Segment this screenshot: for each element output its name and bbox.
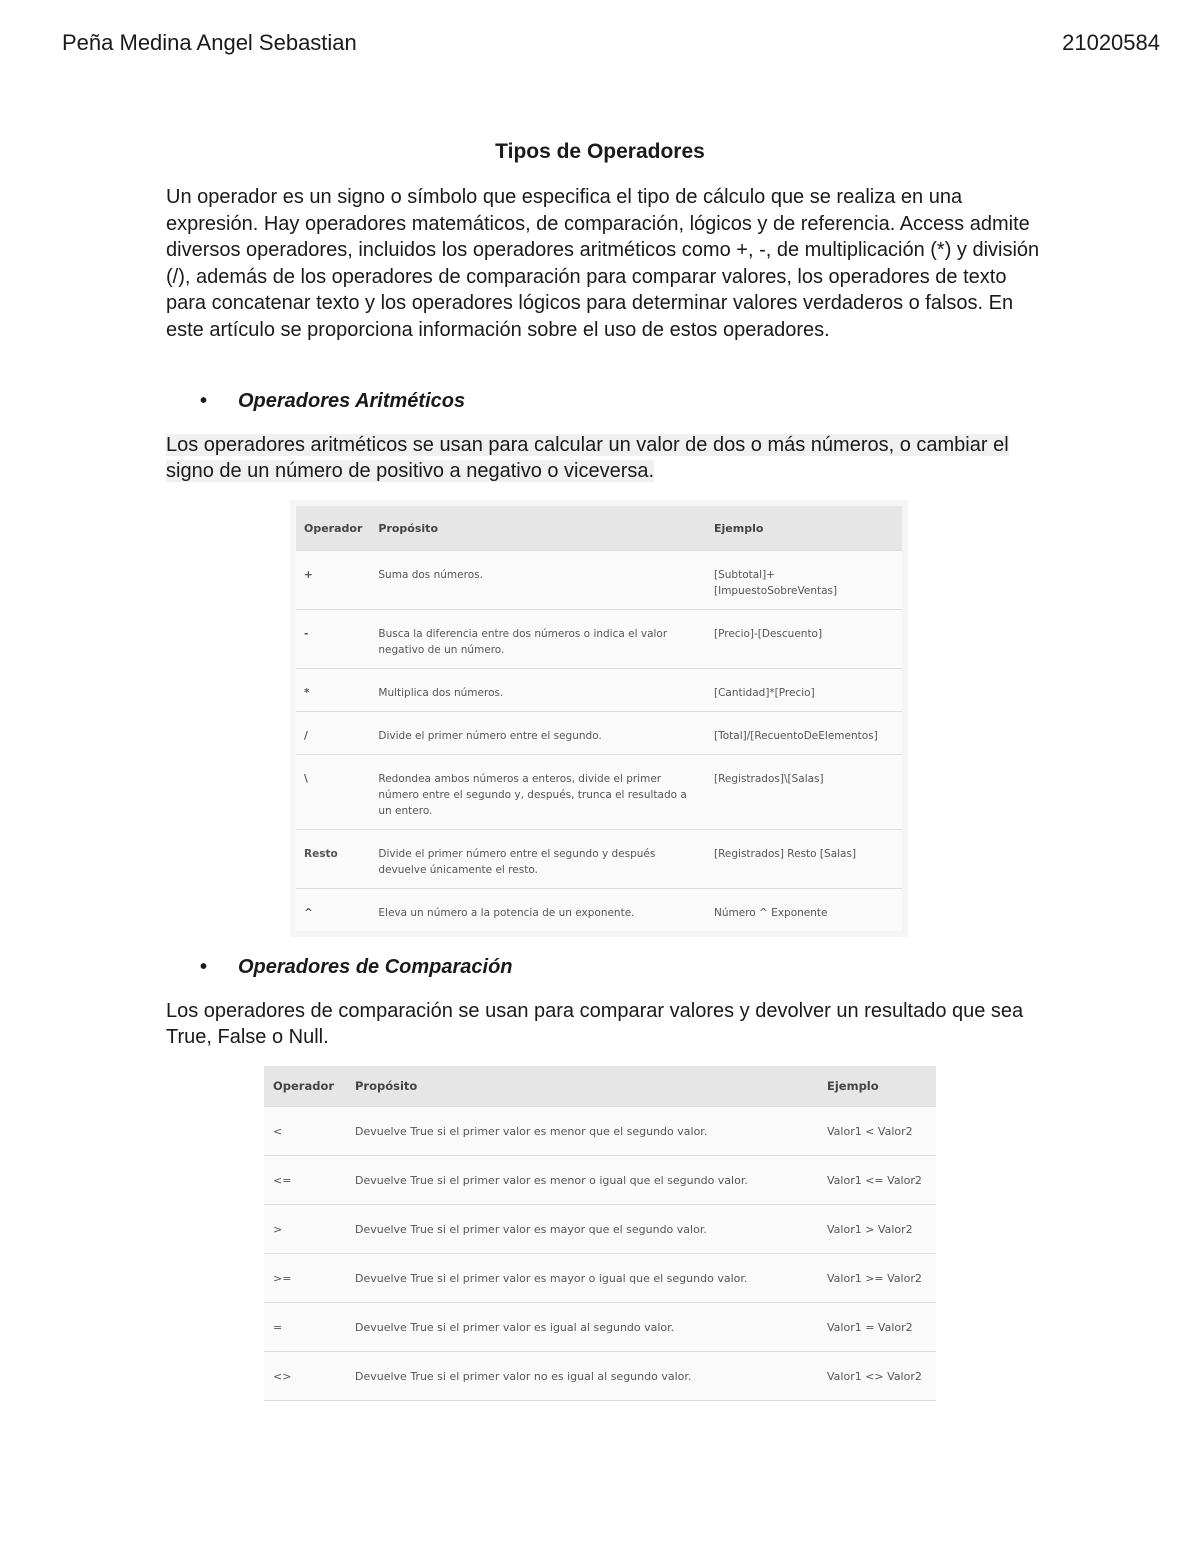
example-cell: Valor1 <= Valor2	[818, 1156, 936, 1205]
table-row	[264, 1303, 936, 1352]
table-header-row	[264, 1066, 936, 1107]
purpose-cell: Devuelve True si el primer valor no es igual al segundo valor.	[346, 1352, 818, 1401]
purpose-cell: Redondea ambos números a enteros, divide el primer número entre el segundo y, después, trunca el resultado a un entero.	[370, 755, 706, 830]
column-header-example: Ejemplo	[818, 1066, 936, 1107]
comparison-heading-text: Operadores de Comparación	[238, 956, 513, 978]
operator-cell: <>	[264, 1352, 346, 1401]
bullet-icon: •	[200, 956, 208, 978]
example-cell: [Registrados]\[Salas]	[706, 755, 905, 830]
table-row	[264, 1352, 936, 1401]
purpose-cell: Divide el primer número entre el segundo y después devuelve únicamente el resto.	[370, 830, 706, 889]
author-name: Peña Medina Angel Sebastian	[62, 30, 357, 55]
operator-cell: *	[293, 669, 370, 712]
intro-paragraph: Un operador es un signo o símbolo que especifica el tipo de cálculo que se realiza en una expresión. Hay operadores matemáticos, de comparación, lógicos y de referencia. Access admite diversos operadores, incluidos los operadores aritméticos como +, -, de multiplicación (*) y división (/), además de los operadores de comparación para comparar valores, los operadores de texto para concatenar texto y los operadores lógicos para determinar valores verdaderos o falsos. En este artículo se proporciona información sobre el uso de estos operadores.	[166, 186, 1040, 341]
column-header-purpose: Propósito	[346, 1066, 818, 1107]
purpose-cell: Devuelve True si el primer valor es igual al segundo valor.	[346, 1303, 818, 1352]
column-header-purpose: Propósito	[370, 503, 706, 551]
table-row	[264, 1107, 936, 1156]
table-row	[293, 889, 905, 935]
purpose-cell: Devuelve True si el primer valor es mayor o igual que el segundo valor.	[346, 1254, 818, 1303]
operator-cell: Resto	[293, 830, 370, 889]
purpose-cell: Divide el primer número entre el segundo.	[370, 712, 706, 755]
arithmetic-heading	[200, 390, 465, 413]
example-cell: Valor1 >= Valor2	[818, 1254, 936, 1303]
operator-cell: /	[293, 712, 370, 755]
page-title: Tipos de Operadores	[495, 140, 705, 163]
operator-cell: =	[264, 1303, 346, 1352]
table-row	[293, 755, 905, 830]
bullet-icon: •	[200, 390, 208, 412]
student-id: 21020584	[1062, 30, 1160, 55]
arithmetic-description	[166, 432, 1046, 484]
table-row	[264, 1156, 936, 1205]
example-cell: [Precio]-[Descuento]	[706, 610, 905, 669]
operator-cell: +	[293, 551, 370, 610]
table-row	[293, 610, 905, 669]
purpose-cell: Devuelve True si el primer valor es menor o igual que el segundo valor.	[346, 1156, 818, 1205]
purpose-cell: Suma dos números.	[370, 551, 706, 610]
table-header-row	[293, 503, 905, 551]
comparison-description: Los operadores de comparación se usan para comparar valores y devolver un resultado que sea True, False o Null.	[166, 1000, 1024, 1048]
table-row	[264, 1205, 936, 1254]
purpose-cell: Devuelve True si el primer valor es menor que el segundo valor.	[346, 1107, 818, 1156]
example-cell: [Registrados] Resto [Salas]	[706, 830, 905, 889]
table-row	[293, 712, 905, 755]
example-cell: Valor1 <> Valor2	[818, 1352, 936, 1401]
comparison-operators-table	[264, 1066, 936, 1401]
purpose-cell: Devuelve True si el primer valor es mayor que el segundo valor.	[346, 1205, 818, 1254]
operator-cell: -	[293, 610, 370, 669]
column-header-operator: Operador	[264, 1066, 346, 1107]
example-cell: Valor1 > Valor2	[818, 1205, 936, 1254]
example-cell: Número ^ Exponente	[706, 889, 905, 935]
table-row	[293, 669, 905, 712]
column-header-operator: Operador	[293, 503, 370, 551]
operator-cell: <	[264, 1107, 346, 1156]
arithmetic-description-text: Los operadores aritméticos se usan para calcular un valor de dos o más números, o cambiar el signo de un número de positivo a negativo o viceversa.	[166, 434, 1009, 482]
purpose-cell: Multiplica dos números.	[370, 669, 706, 712]
operator-cell: >	[264, 1205, 346, 1254]
table-row	[264, 1254, 936, 1303]
table-row	[293, 551, 905, 610]
operator-cell: >=	[264, 1254, 346, 1303]
purpose-cell: Eleva un número a la potencia de un exponente.	[370, 889, 706, 935]
arithmetic-heading-text: Operadores Aritméticos	[238, 390, 466, 412]
example-cell: Valor1 < Valor2	[818, 1107, 936, 1156]
operator-cell: \	[293, 755, 370, 830]
column-header-example: Ejemplo	[706, 503, 905, 551]
example-cell: [Total]/[RecuentoDeElementos]	[706, 712, 905, 755]
example-cell: [Subtotal]+[ImpuestoSobreVentas]	[706, 551, 905, 610]
arithmetic-operators-table	[290, 500, 908, 937]
comparison-heading	[200, 956, 513, 979]
example-cell: [Cantidad]*[Precio]	[706, 669, 905, 712]
table-row	[293, 830, 905, 889]
operator-cell: <=	[264, 1156, 346, 1205]
operator-cell: ^	[293, 889, 370, 935]
purpose-cell: Busca la diferencia entre dos números o indica el valor negativo de un número.	[370, 610, 706, 669]
example-cell: Valor1 = Valor2	[818, 1303, 936, 1352]
